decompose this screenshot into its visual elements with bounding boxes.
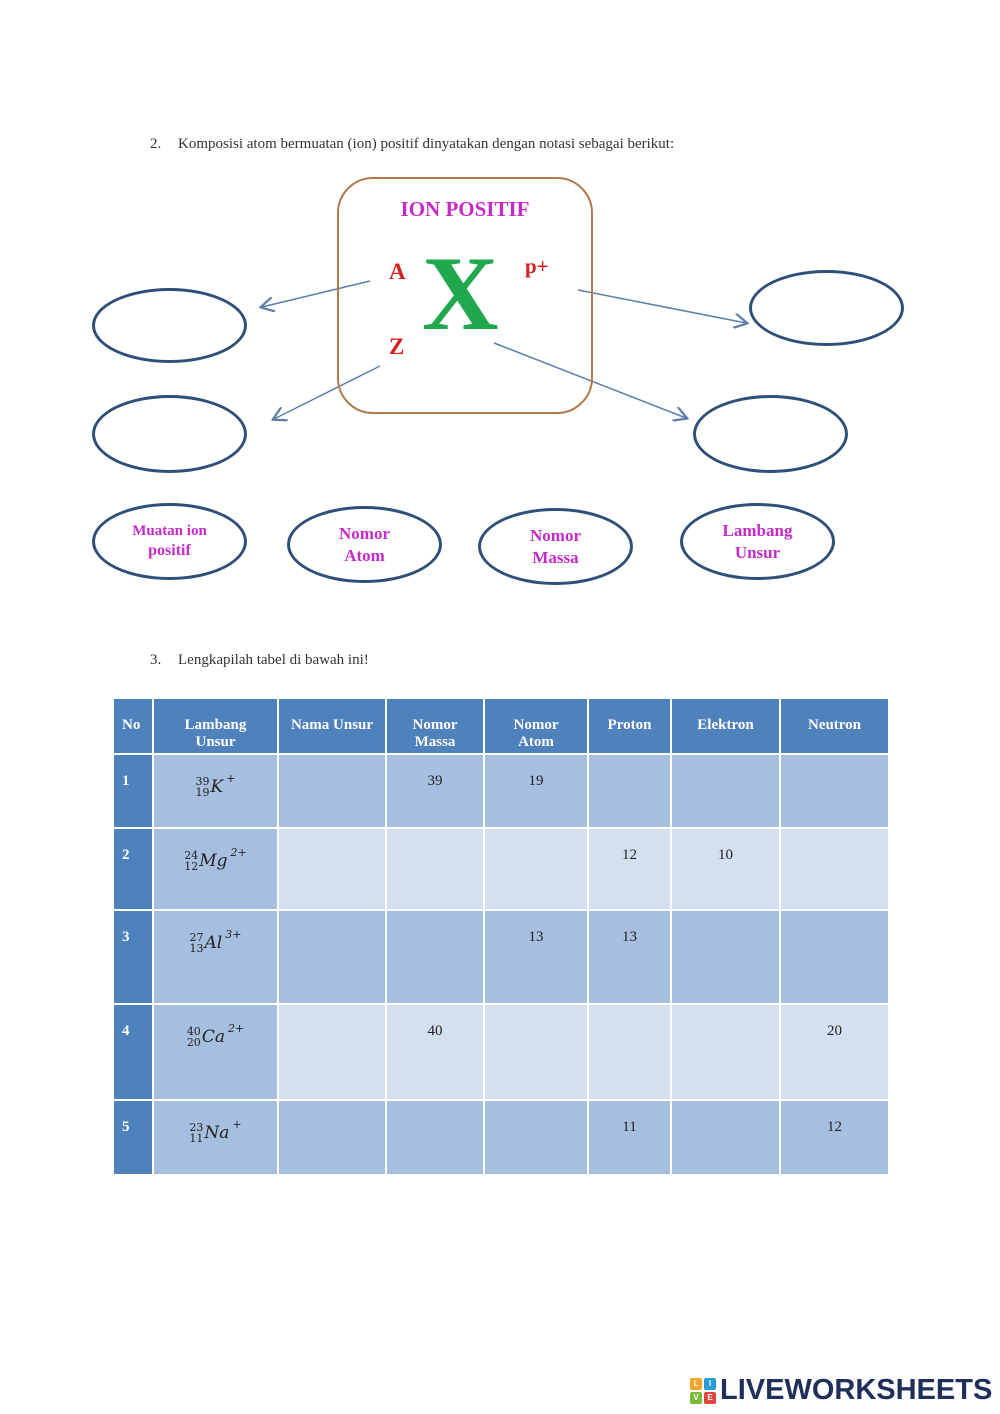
- cell-nomor-massa: 40: [386, 1004, 484, 1100]
- option-nomor-massa[interactable]: [478, 508, 633, 585]
- cell-neutron[interactable]: [780, 828, 889, 910]
- cell-nama-unsur[interactable]: [278, 1004, 386, 1100]
- option-nomor-atom[interactable]: [287, 506, 442, 583]
- header-nama-unsur: Nama Unsur: [278, 698, 386, 754]
- question-2-number: 2.: [150, 136, 162, 152]
- element-symbol-x: X: [422, 235, 499, 352]
- cell-neutron[interactable]: [780, 910, 889, 1004]
- cell-elektron[interactable]: [671, 754, 780, 828]
- cell-elektron[interactable]: [671, 910, 780, 1004]
- cell-elektron: 10: [671, 828, 780, 910]
- table-row: [113, 1004, 889, 1100]
- option-muatan-ion-positif[interactable]: [92, 503, 247, 580]
- mass-number-symbol: A: [389, 259, 406, 284]
- cell-nama-unsur[interactable]: [278, 1100, 386, 1175]
- row-number: 2: [113, 828, 153, 910]
- table-row: [113, 828, 889, 910]
- table-row: [113, 1100, 889, 1175]
- ion-table: [112, 697, 890, 1176]
- option-label-line2: positif: [148, 541, 191, 559]
- option-label-line1: Nomor: [339, 524, 390, 544]
- option-label-line1: Muatan ion: [132, 523, 207, 540]
- cell-nomor-atom[interactable]: [484, 1004, 588, 1100]
- header-nomor-atom: Nomor Atom: [484, 698, 588, 754]
- option-lambang-unsur[interactable]: [680, 503, 835, 580]
- cell-neutron: 12: [780, 1100, 889, 1175]
- header-lambang-unsur: Lambang Unsur: [153, 698, 278, 754]
- cell-neutron: 20: [780, 1004, 889, 1100]
- drop-target-atomic-number[interactable]: [92, 395, 247, 473]
- option-label-line1: Nomor: [530, 526, 581, 546]
- header-elektron: Elektron: [671, 698, 780, 754]
- nuclide-symbol: 23 11 Na +: [153, 1100, 278, 1175]
- option-label-line2: Unsur: [734, 542, 781, 562]
- question-3-number: 3.: [150, 652, 162, 668]
- table-row: [113, 910, 889, 1004]
- cell-neutron[interactable]: [780, 754, 889, 828]
- cell-elektron[interactable]: [671, 1004, 780, 1100]
- cell-proton: 11: [588, 1100, 671, 1175]
- cell-proton[interactable]: [588, 1004, 671, 1100]
- table-header-row: [113, 698, 889, 754]
- cell-nama-unsur[interactable]: [278, 754, 386, 828]
- cell-nama-unsur[interactable]: [278, 910, 386, 1004]
- liveworksheets-logo: [690, 1374, 992, 1407]
- cell-nomor-massa: 39: [386, 754, 484, 828]
- cell-proton[interactable]: [588, 754, 671, 828]
- cell-nomor-massa[interactable]: [386, 1100, 484, 1175]
- nuclide-symbol: 27 13 Al 3+: [153, 910, 278, 1004]
- row-number: 5: [113, 1100, 153, 1175]
- header-proton: Proton: [588, 698, 671, 754]
- question-3: [150, 652, 369, 669]
- row-number: 4: [113, 1004, 153, 1100]
- charge-symbol: p+: [525, 254, 549, 278]
- arrow-charge: [578, 290, 746, 323]
- option-label-line1: Lambang: [722, 521, 793, 541]
- table-row: [113, 754, 889, 828]
- header-neutron: Neutron: [780, 698, 889, 754]
- option-label-line2: Atom: [344, 545, 385, 565]
- atomic-number-symbol: Z: [389, 334, 405, 359]
- cell-nomor-atom: 19: [484, 754, 588, 828]
- ion-notation-box: [337, 177, 593, 414]
- row-number: 3: [113, 910, 153, 1004]
- drop-target-mass-number[interactable]: [92, 288, 247, 363]
- cell-nomor-atom[interactable]: [484, 828, 588, 910]
- nuclide-symbol: 40 20 Ca 2+: [153, 1004, 278, 1100]
- logo-icon: L I V E: [690, 1378, 716, 1404]
- question-2-text: Komposisi atom bermuatan (ion) positif dinyatakan dengan notasi sebagai berikut:: [178, 136, 675, 152]
- cell-nama-unsur[interactable]: [278, 828, 386, 910]
- cell-proton: 12: [588, 828, 671, 910]
- logo-text: LIVEWORKSHEETS: [720, 1374, 993, 1406]
- cell-nomor-atom[interactable]: [484, 1100, 588, 1175]
- drop-target-element-symbol[interactable]: [693, 395, 848, 473]
- ion-positif-title: ION POSITIF: [400, 197, 530, 221]
- cell-nomor-massa[interactable]: [386, 828, 484, 910]
- row-number: 1: [113, 754, 153, 828]
- header-nomor-massa: Nomor Massa: [386, 698, 484, 754]
- cell-elektron[interactable]: [671, 1100, 780, 1175]
- option-label-line2: Massa: [532, 547, 579, 567]
- cell-nomor-atom: 13: [484, 910, 588, 1004]
- cell-nomor-massa[interactable]: [386, 910, 484, 1004]
- nuclide-symbol: 39 19 K +: [153, 754, 278, 828]
- cell-proton: 13: [588, 910, 671, 1004]
- header-no: No: [113, 698, 153, 754]
- drop-target-charge[interactable]: [749, 270, 904, 346]
- nuclide-symbol: 24 12 Mg 2+: [153, 828, 278, 910]
- question-3-text: Lengkapilah tabel di bawah ini!: [178, 652, 369, 668]
